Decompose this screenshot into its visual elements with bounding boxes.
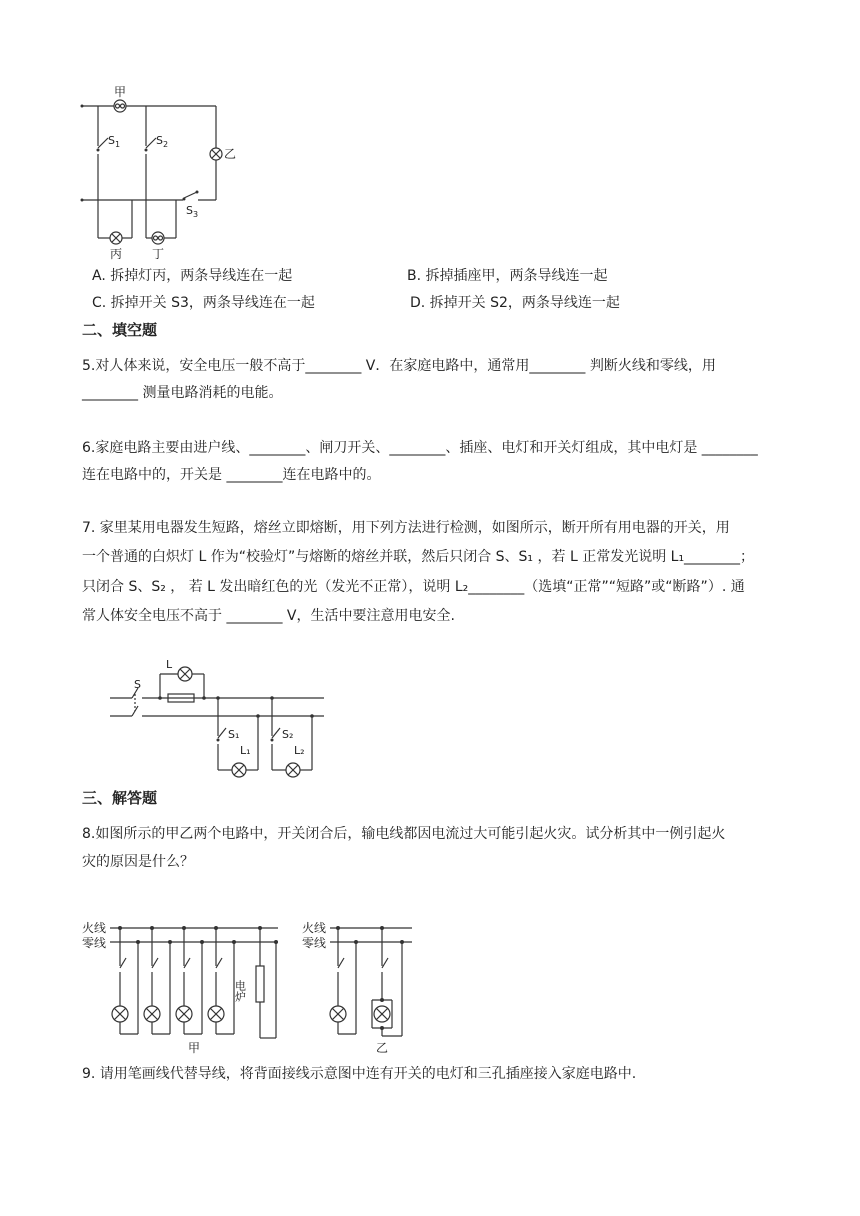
label-jia: 甲 — [114, 85, 127, 99]
question-6-line-2: 连在电路中的，开关是 ________连在电路中的。 — [82, 467, 381, 483]
option-a: A. 拆掉灯丙，两条导线连在一起 — [92, 268, 293, 284]
circuit-figure-2 — [108, 656, 338, 780]
label-ding: 丁 — [152, 247, 165, 261]
label-jia: 甲 — [188, 1041, 201, 1055]
label-live-wire-a: 火线 — [82, 921, 107, 935]
label-l: L — [166, 658, 173, 671]
option-c: C. 拆掉开关 S3，两条导线连在一起 — [92, 295, 315, 311]
label-live-wire-b: 火线 — [302, 921, 327, 935]
label-yi: 乙 — [376, 1041, 389, 1055]
question-5-line-2: ________ 测量电路消耗的电能。 — [82, 385, 283, 401]
label-l1: L₁ — [240, 744, 251, 757]
label-s: S — [134, 678, 141, 691]
label-stove: 电炉 — [233, 980, 247, 1002]
option-b: B. 拆掉插座甲，两条导线连一起 — [407, 268, 608, 284]
svg-text:S2: $S_2$ — [156, 134, 169, 149]
label-s2: S₂ — [282, 728, 294, 741]
circuit-figure-3 — [80, 910, 420, 1060]
label-neutral-wire-b: 零线 — [302, 936, 327, 950]
question-7-line-3: 只闭合 S、S₂ ， 若 L 发出暗红色的光（发光不正常），说明 L₂________（选填“正常”“短路”或“断路”）. 通 — [82, 579, 745, 595]
question-6-line-1: 6.家庭电路主要由进户线、________、闸刀开关、________、插座、电灯和开关灯组成，其中电灯是 ________ — [82, 440, 758, 456]
label-l2: L₂ — [294, 744, 305, 757]
svg-text:S3: $S_3$ — [186, 204, 199, 219]
label-bing: 丙 — [110, 247, 123, 261]
question-7-line-4: 常人体安全电压不高于 ________ V，生活中要注意用电安全. — [82, 608, 455, 624]
question-7-line-2: 一个普通的白炽灯 L 作为“校验灯”与熔断的熔丝并联，然后只闭合 S、S₁ ，若 L 正常发光说明 L₁________； — [82, 549, 755, 565]
question-8-line-1: 8.如图所示的甲乙两个电路中，开关闭合后，输电线都因电流过大可能引起火灾。试分析其中一例引起火 — [82, 826, 726, 842]
svg-text:S1: $S_1$ — [108, 134, 121, 149]
label-s1: S₁ — [228, 728, 240, 741]
label-neutral-wire-a: 零线 — [82, 936, 107, 950]
question-7-line-1: 7. 家里某用电器发生短路，熔丝立即熔断，用下列方法进行检测，如图所示，断开所有用电器的开关，用 — [82, 520, 730, 536]
section-heading-answer: 三、解答题 — [82, 789, 158, 807]
section-heading-fill-blank: 二、填空题 — [82, 321, 158, 339]
question-5-line-1: 5.对人体来说，安全电压一般不高于________ V．在家庭电路中，通常用________ 判断火线和零线，用 — [82, 358, 716, 374]
label-yi: 乙 — [224, 147, 237, 161]
question-9-line-1: 9. 请用笔画线代替导线，将背面接线示意图中连有开关的电灯和三孔插座接入家庭电路中. — [82, 1066, 637, 1082]
circuit-figure-1 — [80, 82, 280, 262]
question-8-line-2: 灾的原因是什么？ — [82, 854, 194, 870]
option-d: D. 拆掉开关 S2，两条导线连一起 — [410, 295, 620, 311]
